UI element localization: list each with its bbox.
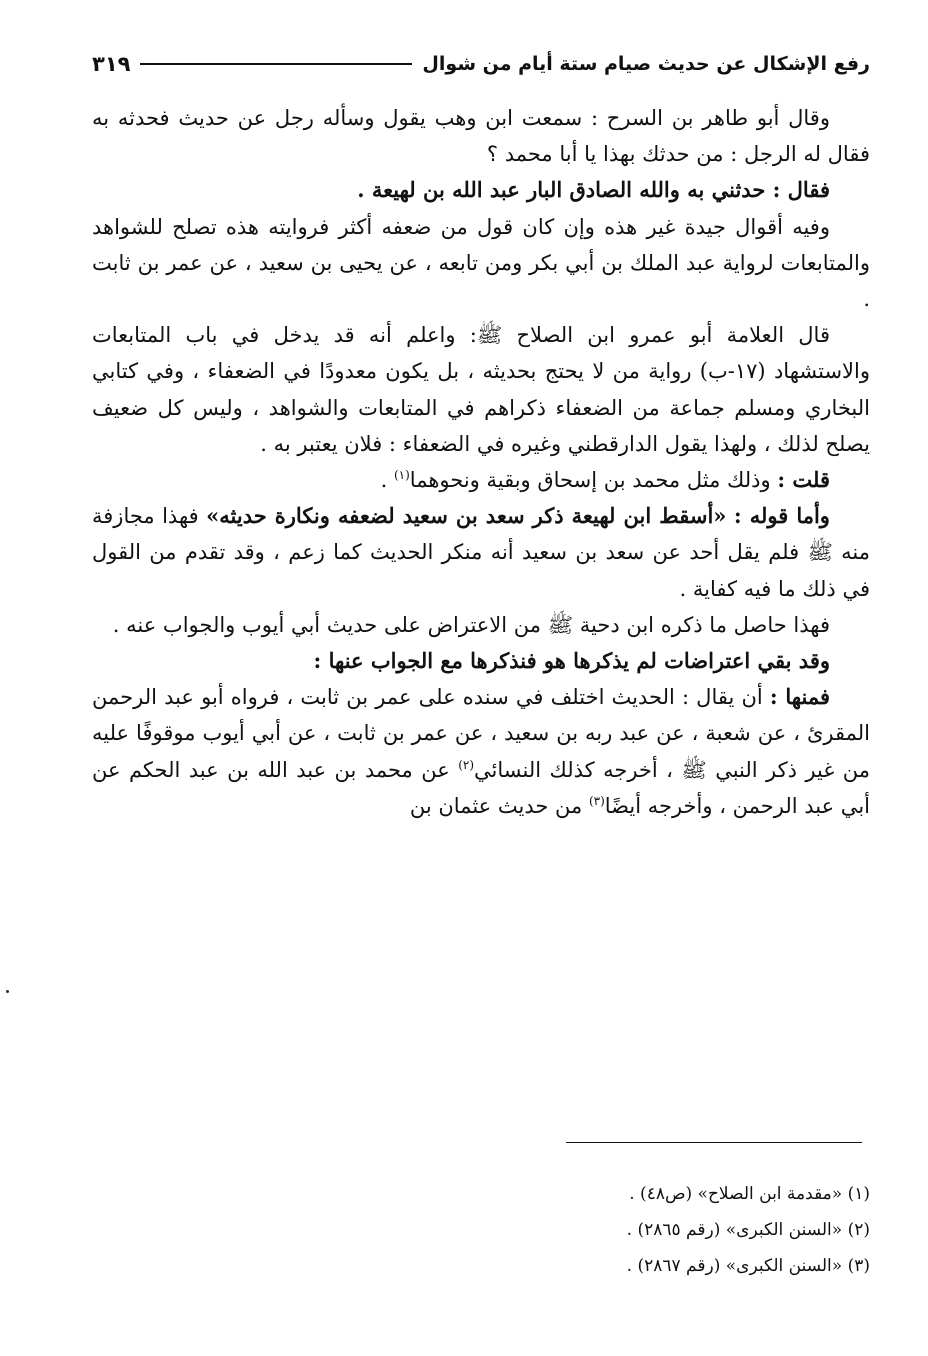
paragraph-1: وقال أبو طاهر بن السرح : سمعت ابن وهب يقول وسأله رجل عن حديث فحدثه به فقال له الرجل : من حدثك بهذا يا أبا محمد ؟ [92,106,870,167]
paragraph-4-text: : واعلم أنه قد يدخل في باب المتابعات والاستشهاد (١٧-ب) رواية من لا يحتج بحديثه ، بل يكون معدودًا في الضعفاء ، وفي كتابي البخاري ومسلم جماعة من الضعفاء ذكراهم في المتابعات والشواهد ، وليس كل ضعيف يصلح لذلك ، ولهذا يقول الدارقطني وغيره في الضعفاء : فلان يعتبر به . [92,323,870,456]
page-number: ٣١٩ [92,52,131,76]
paragraph-5-lead: قلت : [777,467,830,493]
paragraph-7: فهذا حاصل ما ذكره ابن دحية ﷺ من الاعتراض على حديث أبي أيوب والجواب عنه . [112,612,830,637]
scan-speck [6,990,9,993]
paragraph-6-lead: وأما قوله : [733,503,830,529]
footnote-separator [566,1142,862,1143]
footnote-ref-2: (٢) [458,757,475,772]
paragraph-9-lead: فمنها : [769,684,830,710]
paragraph-8: وقد بقي اعتراضات لم يذكرها هو فنذكرها مع الجواب عنها : [313,648,830,674]
main-text [92,100,870,824]
footnote-1: (١) «مقدمة ابن الصلاح» (ص٤٨) . [629,1184,870,1204]
honorific-symbol: ﷺ [476,323,503,348]
paragraph-4 [92,317,870,462]
paragraph-9-text-1: أن يقال : الحديث اختلف في سنده على عمر بن ثابت ، فرواه أبو عبد الرحمن المقرئ ، عن شعبة ، عن عبد ربه بن سعيد ، عن عمر بن ثابت ، عن أبي أيوب موقوفًا عليه من غير ذكر النبي ﷺ ، أخرجه كذلك النسائي [92,685,870,782]
paragraph-3: وفيه أقوال جيدة غير هذه وإن كان قول من ضعفه أكثر فروايته هذه تصلح للشواهد والمتابعات لرواية عبد الملك بن أبي بكر ومن تابعه ، عن يحيى بن سعيد ، عن عمر بن ثابت . [92,214,870,312]
paragraph-9-text-3: من حديث عثمان بن [409,793,583,818]
paragraph-6-quote: «أسقط ابن لهيعة ذكر سعد بن سعيد لضعفه ونكارة حديثه» [206,503,727,529]
paragraph-6 [92,498,870,607]
footnotes [300,1176,870,1284]
paragraph-9 [92,679,870,824]
page-header [92,44,870,84]
footnote-3: (٣) «السنن الكبرى» (رقم ٢٨٦٧) . [626,1256,870,1276]
paragraph-5 [92,462,870,498]
paragraph-5-text: وذلك مثل محمد بن إسحاق وبقية ونحوهما [409,468,771,493]
footnote-ref-1: (١) [393,468,410,483]
header-rule [140,63,412,65]
paragraph-4-lead: قال العلامة أبو عمرو ابن الصلاح [516,323,830,348]
footnote-2: (٢) «السنن الكبرى» (رقم ٢٨٦٥) . [626,1220,870,1240]
paragraph-9-text-2: عن محمد بن عبد الله بن عبد الحكم عن أبي عبد الرحمن ، وأخرجه أيضًا [92,757,870,818]
paragraph-6-text: فهذا مجازفة منه ﷺ فلم يقل أحد عن سعد بن سعيد أنه منكر الحديث كما زعم ، وقد تقدم من القول في ذلك ما فيه كفاية . [92,504,870,601]
paragraph-2: فقال : حدثني به والله الصادق البار عبد الله بن لهيعة . [357,177,830,203]
paragraph-5-end: . [380,468,388,493]
footnote-ref-3: (٣) [588,793,605,808]
running-title: رفع الإشكال عن حديث صيام ستة أيام من شوال [422,53,870,75]
